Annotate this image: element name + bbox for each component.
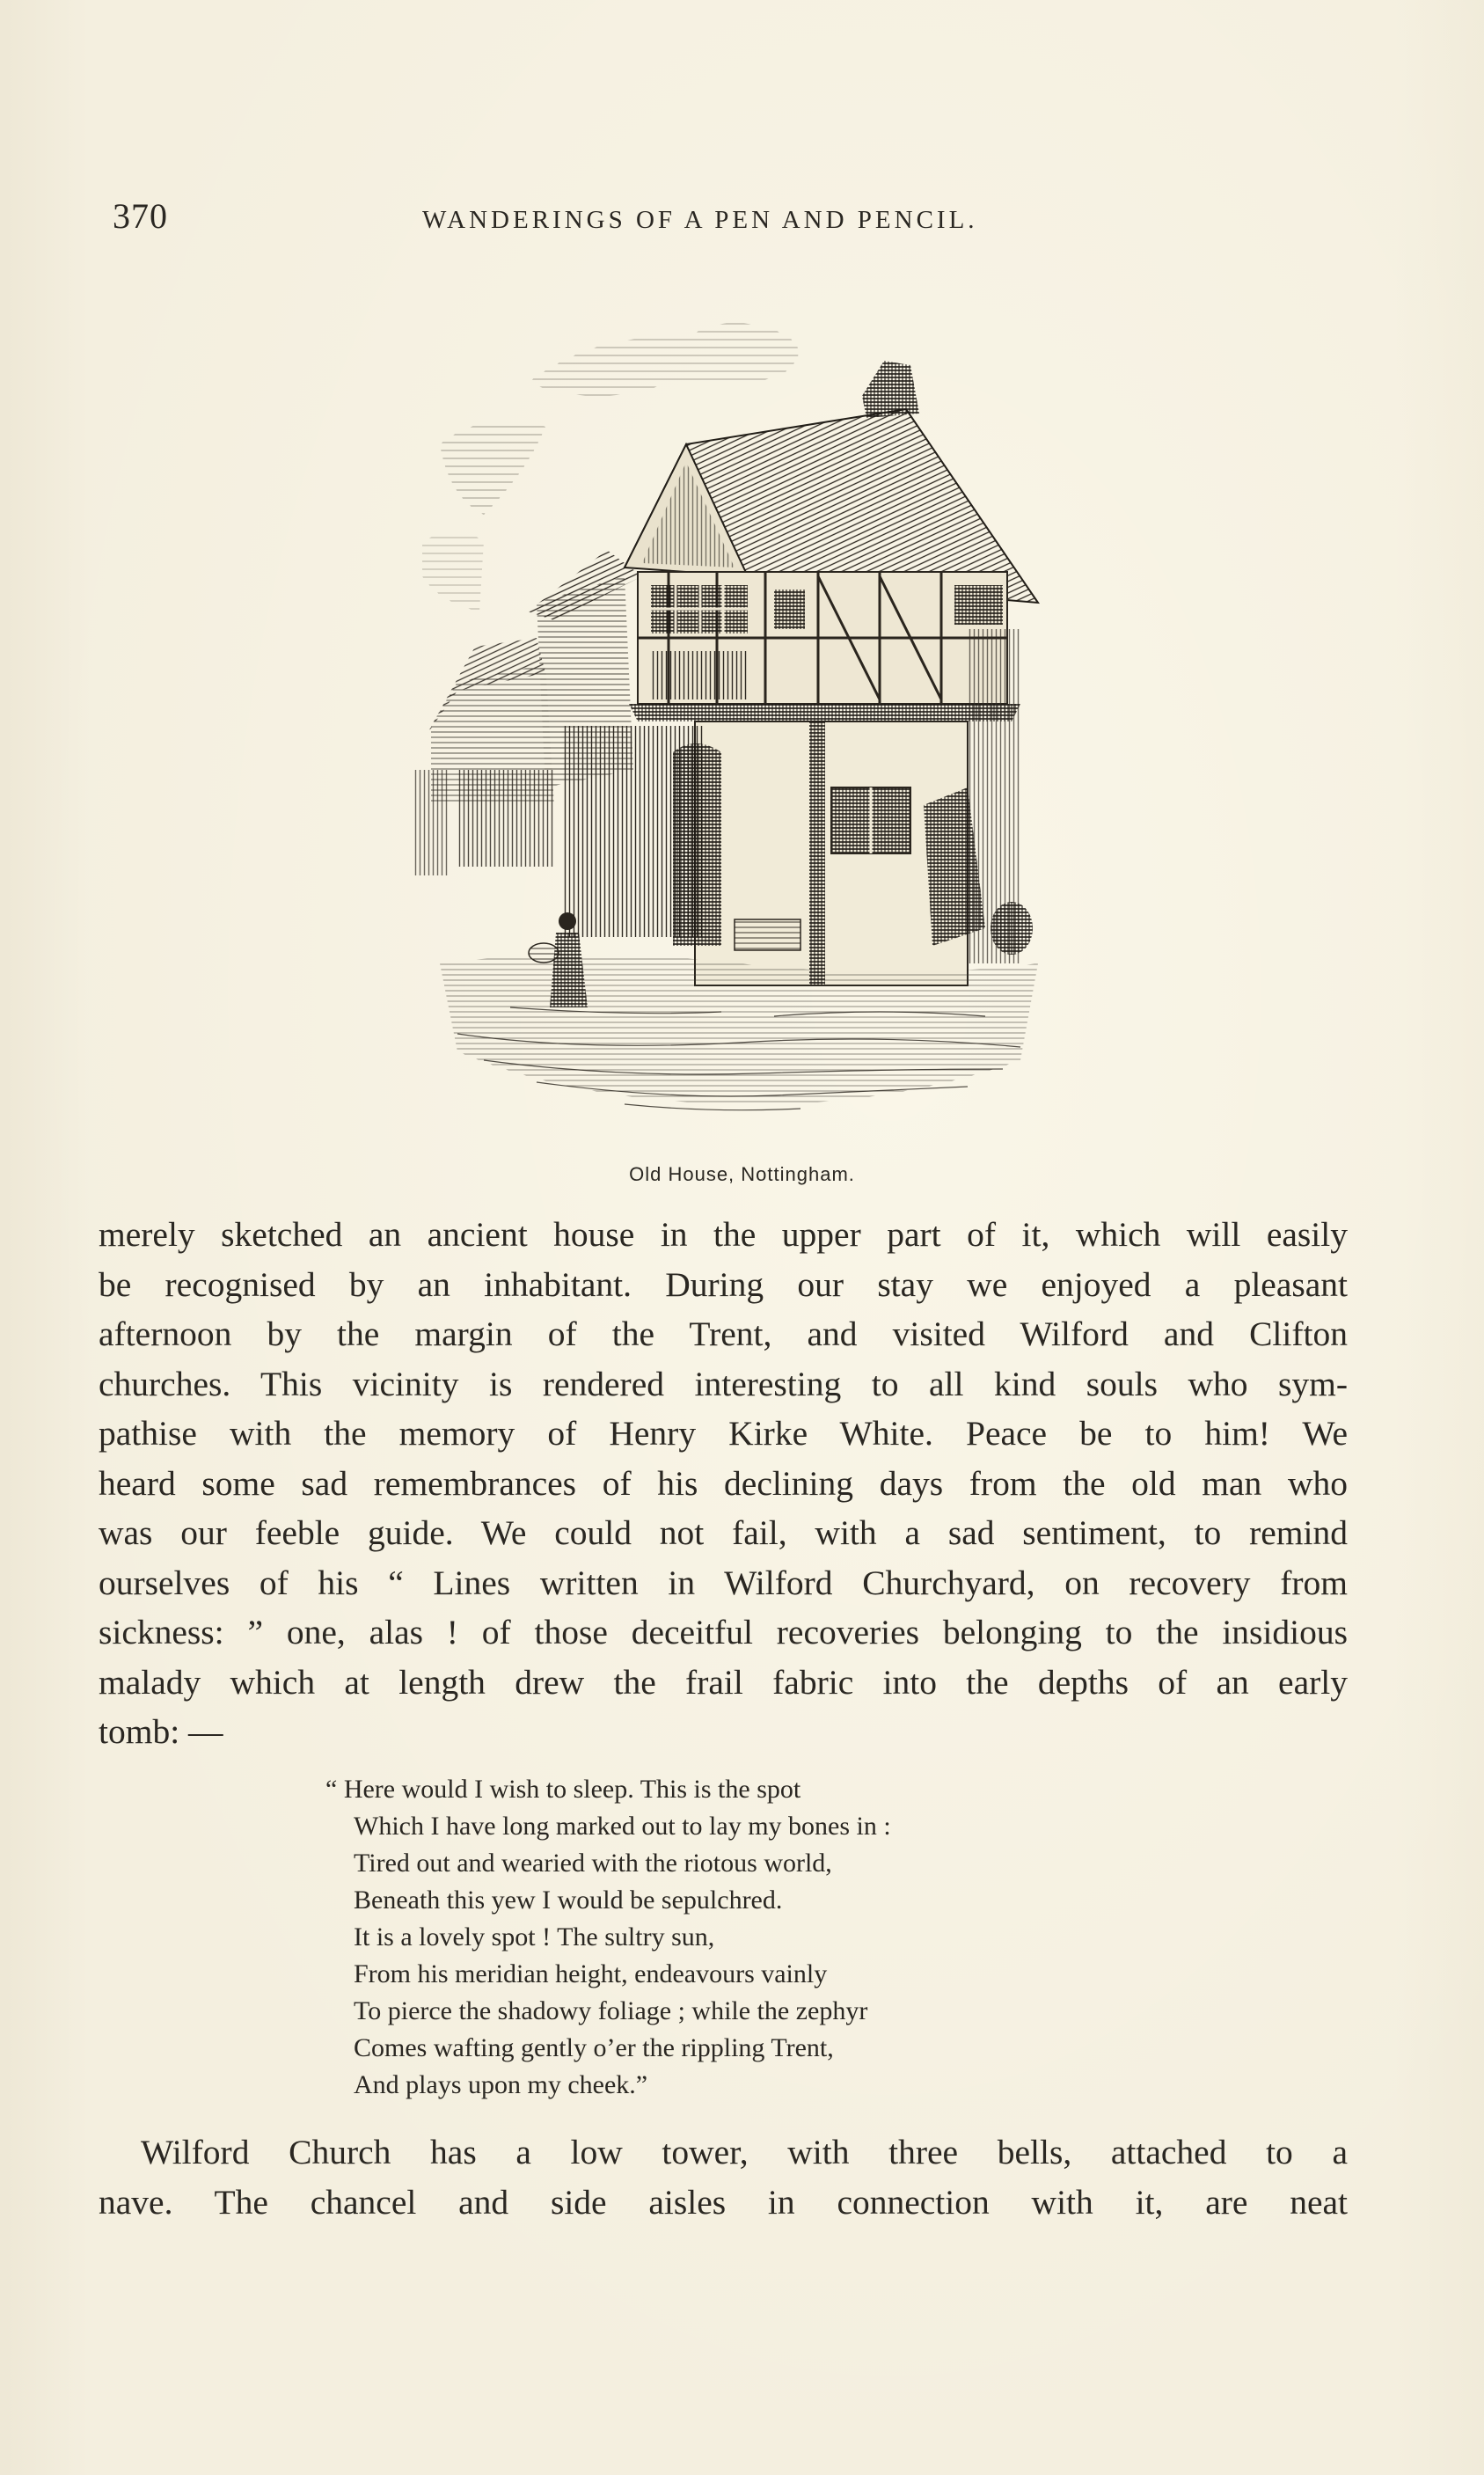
text-line: was our feeble guide. We could not fail, with a sad sentiment, to remind bbox=[99, 1513, 1348, 1552]
text-line: nave. The chancel and side aisles in connection with it, are neat bbox=[99, 2183, 1348, 2222]
figure-caption: Old House, Nottingham. bbox=[629, 1163, 855, 1185]
engraving-old-house bbox=[405, 312, 1056, 1153]
text-line: Wilford Church has a low tower, with three bells, attached to a bbox=[141, 2133, 1348, 2171]
text-line: merely sketched an ancient house in the upper part of it, which will easily bbox=[99, 1215, 1348, 1254]
chimney bbox=[862, 361, 919, 418]
sky-clouds bbox=[528, 323, 799, 396]
text-line: ourselves of his “ Lines written in Wilford Churchyard, on recovery from bbox=[99, 1563, 1348, 1602]
verse-line: From his meridian height, endeavours vainly bbox=[354, 1959, 828, 1988]
verse-line: And plays upon my cheek.” bbox=[354, 2070, 648, 2099]
engraving-illustration bbox=[405, 312, 1056, 1153]
verse-line: “ Here would I wish to sleep. This is the spot bbox=[325, 1775, 801, 1804]
verse-line: Tired out and wearied with the riotous world, bbox=[354, 1849, 832, 1878]
text-line: churches. This vicinity is rendered interesting to all kind souls who sym- bbox=[99, 1364, 1348, 1403]
text-line: sickness: ” one, alas ! of those deceitful recoveries belonging to the insidious bbox=[99, 1613, 1348, 1651]
text-line: be recognised by an inhabitant. During our stay we enjoyed a pleasant bbox=[99, 1264, 1348, 1304]
text-line: pathise with the memory of Henry Kirke White. Peace be to him! We bbox=[99, 1414, 1348, 1453]
upper-window-right bbox=[954, 585, 1003, 625]
verse-line: Beneath this yew I would be sepulchred. bbox=[354, 1886, 783, 1915]
running-title: WANDERINGS OF A PEN AND PENCIL. bbox=[422, 206, 978, 234]
verse-line: To pierce the shadowy foliage ; while the zephyr bbox=[354, 1996, 868, 2025]
paragraph-2 bbox=[99, 2127, 1348, 2228]
doorway bbox=[673, 743, 721, 946]
text-line: tomb: — bbox=[99, 1712, 223, 1751]
verse-line: Comes wafting gently o’er the rippling Trent, bbox=[354, 2033, 834, 2062]
verse-line: It is a lovely spot ! The sultry sun, bbox=[354, 1922, 715, 1951]
paragraph-1 bbox=[99, 1210, 1348, 1757]
text-line: heard some sad remembrances of his declining days from the old man who bbox=[99, 1463, 1348, 1503]
cobbled-ground bbox=[440, 955, 1038, 1104]
barrel bbox=[991, 902, 1033, 955]
poem-quotation bbox=[325, 1771, 891, 2104]
text-line: afternoon by the margin of the Trent, and visited Wilford and Clifton bbox=[99, 1314, 1348, 1353]
page-number: 370 bbox=[113, 196, 168, 236]
verse-line: Which I have long marked out to lay my bones in : bbox=[354, 1812, 891, 1841]
text-line: malady which at length drew the frail fabric into the depths of an early bbox=[99, 1662, 1348, 1702]
